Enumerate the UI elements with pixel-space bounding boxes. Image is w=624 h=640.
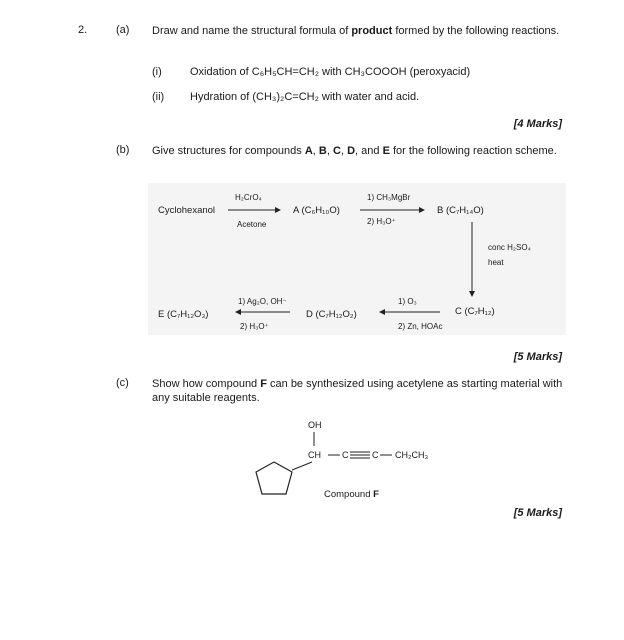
part-a-prompt: Draw and name the structural formula of product formed by the following reactions. <box>152 25 560 37</box>
compound-f-oh: OH <box>308 420 322 430</box>
scheme-step4-top: 1) O₃ <box>398 297 417 306</box>
scheme-compound-a: A (C₆H₁₀O) <box>293 205 340 216</box>
scheme-step3-top: conc H₂SO₄ <box>488 243 531 252</box>
scheme-step1-top: H₂CrO₄ <box>235 193 262 202</box>
compound-f-c2: C <box>372 450 379 460</box>
part-a-item-1-text: Oxidation of C₆H₅CH=CH₂ with CH₃COOOH (peroxyacid) <box>190 66 471 78</box>
compound-f-structure <box>240 410 480 520</box>
question-number: 2. <box>78 24 88 36</box>
scheme-step2-top: 1) CH₃MgBr <box>367 193 411 202</box>
part-b-marks: [5 Marks] <box>513 351 562 363</box>
part-a-label: (a) <box>116 24 130 36</box>
cyclopentane-ring <box>256 462 292 494</box>
scheme-step5-bottom: 2) H₃O⁺ <box>240 322 269 331</box>
part-b-prompt: Give structures for compounds A, B, C, D, and E for the following reaction scheme. <box>152 145 557 157</box>
scheme-step5-top: 1) Ag₂O, OH⁻ <box>238 297 287 306</box>
scheme-start: Cyclohexanol <box>158 205 216 216</box>
part-c-marks: [5 Marks] <box>513 507 562 519</box>
scheme-compound-d: D (C₇H₁₂O₂) <box>306 309 357 320</box>
compound-f-c1: C <box>342 450 349 460</box>
scheme-compound-c: C (C₇H₁₂) <box>455 306 495 317</box>
part-a-item-2-number: (ii) <box>152 91 165 103</box>
compound-f-ethyl: CH₂CH₃ <box>395 450 429 460</box>
bond-ch-ring <box>292 462 312 470</box>
scheme-compound-b: B (C₇H₁₄O) <box>437 205 484 216</box>
part-c-label: (c) <box>116 377 129 389</box>
part-c-prompt: Show how compound F can be synthesized using acetylene as starting material with any suitable reagents. <box>152 378 563 404</box>
scheme-step1-bottom: Acetone <box>237 220 267 229</box>
compound-f-ch: CH <box>308 450 321 460</box>
scheme-compound-e: E (C₇H₁₂O₃) <box>158 309 209 320</box>
part-a-marks: [4 Marks] <box>513 118 562 130</box>
part-b-label: (b) <box>116 144 130 156</box>
part-a-item-1-number: (i) <box>152 66 162 78</box>
scheme-step3-bottom: heat <box>488 258 504 267</box>
scheme-step2-bottom: 2) H₃O⁺ <box>367 217 396 226</box>
compound-f-caption: Compound F <box>324 489 379 500</box>
part-a-item-2-text: Hydration of (CH₃)₂C=CH₂ with water and acid. <box>190 91 420 103</box>
scheme-step4-bottom: 2) Zn, HOAc <box>398 322 443 331</box>
